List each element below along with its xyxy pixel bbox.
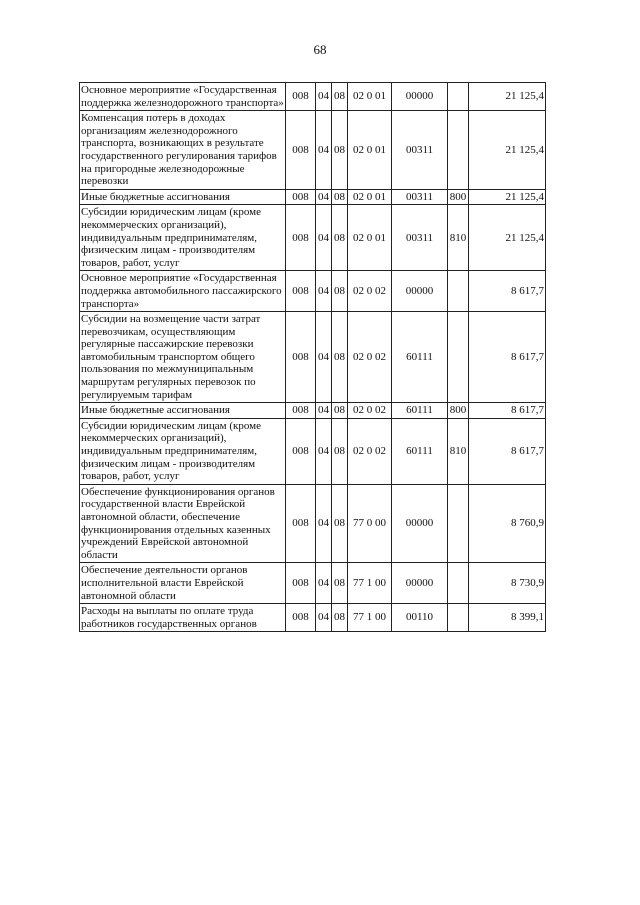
- table-row: [80, 563, 546, 604]
- row-name: Субсидии на возмещение части затрат перевозчикам, осуществляющим регулярные пассажирские перевозки автомобильным транспортом общего пользования по межмуниципальным маршрутам регулярных перевозок по регулируемым тарифам: [80, 312, 286, 403]
- amount-value: 21 125,4: [469, 83, 546, 111]
- subsection-code: 08: [332, 312, 348, 403]
- amount-value: 8 399,1: [469, 604, 546, 632]
- row-name: Субсидии юридическим лицам (кроме некоммерческих организаций), индивидуальным предпринимателям, физическим лицам - производителям товаров, работ, услуг: [80, 205, 286, 271]
- amount-value: 21 125,4: [469, 111, 546, 190]
- direction-code: 60111: [392, 312, 448, 403]
- program-code: 77 0 00: [348, 484, 392, 563]
- expense-type-code: [448, 563, 469, 604]
- table-row: [80, 111, 546, 190]
- ministry-code: 008: [286, 604, 316, 632]
- subsection-code: 08: [332, 484, 348, 563]
- table-row: [80, 189, 546, 205]
- ministry-code: 008: [286, 83, 316, 111]
- section-code: 04: [316, 271, 332, 312]
- expense-type-code: [448, 312, 469, 403]
- ministry-code: 008: [286, 205, 316, 271]
- program-code: 02 0 02: [348, 403, 392, 419]
- row-name: Расходы на выплаты по оплате труда работников государственных органов: [80, 604, 286, 632]
- direction-code: 00311: [392, 111, 448, 190]
- expense-type-code: 810: [448, 418, 469, 484]
- direction-code: 60111: [392, 418, 448, 484]
- expense-type-code: 800: [448, 403, 469, 419]
- amount-value: 8 617,7: [469, 418, 546, 484]
- direction-code: 00311: [392, 189, 448, 205]
- amount-value: 8 730,9: [469, 563, 546, 604]
- table-row: [80, 604, 546, 632]
- section-code: 04: [316, 418, 332, 484]
- page-number: 68: [313, 42, 327, 57]
- ministry-code: 008: [286, 563, 316, 604]
- row-name: Иные бюджетные ассигнования: [80, 403, 286, 419]
- amount-value: 8 760,9: [469, 484, 546, 563]
- amount-value: 21 125,4: [469, 189, 546, 205]
- expense-type-code: 810: [448, 205, 469, 271]
- section-code: 04: [316, 563, 332, 604]
- subsection-code: 08: [332, 111, 348, 190]
- direction-code: 00000: [392, 563, 448, 604]
- program-code: 02 0 02: [348, 312, 392, 403]
- row-name: Компенсация потерь в доходах организациям железнодорожного транспорта, возникающих в результате государственного регулирования тарифов на пригородные железнодорожные перевозки: [80, 111, 286, 190]
- table-row: [80, 418, 546, 484]
- expense-type-code: [448, 604, 469, 632]
- program-code: 02 0 02: [348, 271, 392, 312]
- ministry-code: 008: [286, 403, 316, 419]
- amount-value: 8 617,7: [469, 312, 546, 403]
- expense-type-code: [448, 484, 469, 563]
- program-code: 02 0 01: [348, 111, 392, 190]
- section-code: 04: [316, 312, 332, 403]
- subsection-code: 08: [332, 83, 348, 111]
- amount-value: 8 617,7: [469, 271, 546, 312]
- expense-type-code: [448, 83, 469, 111]
- ministry-code: 008: [286, 484, 316, 563]
- program-code: 02 0 02: [348, 418, 392, 484]
- ministry-code: 008: [286, 189, 316, 205]
- table-row: [80, 83, 546, 111]
- section-code: 04: [316, 205, 332, 271]
- row-name: Основное мероприятие «Государственная поддержка автомобильного пассажирского транспорта»: [80, 271, 286, 312]
- program-code: 77 1 00: [348, 563, 392, 604]
- section-code: 04: [316, 403, 332, 419]
- budget-table: [79, 82, 546, 632]
- direction-code: 00000: [392, 271, 448, 312]
- program-code: 77 1 00: [348, 604, 392, 632]
- amount-value: 8 617,7: [469, 403, 546, 419]
- section-code: 04: [316, 111, 332, 190]
- row-name: Обеспечение деятельности органов исполнительной власти Еврейской автономной области: [80, 563, 286, 604]
- ministry-code: 008: [286, 111, 316, 190]
- direction-code: 00000: [392, 83, 448, 111]
- subsection-code: 08: [332, 563, 348, 604]
- program-code: 02 0 01: [348, 189, 392, 205]
- row-name: Субсидии юридическим лицам (кроме некоммерческих организаций), индивидуальным предпринимателям, физическим лицам - производителям товаров, работ, услуг: [80, 418, 286, 484]
- program-code: 02 0 01: [348, 83, 392, 111]
- ministry-code: 008: [286, 271, 316, 312]
- subsection-code: 08: [332, 205, 348, 271]
- direction-code: 00110: [392, 604, 448, 632]
- row-name: Основное мероприятие «Государственная поддержка железнодорожного транспорта»: [80, 83, 286, 111]
- subsection-code: 08: [332, 403, 348, 419]
- amount-value: 21 125,4: [469, 205, 546, 271]
- table-row: [80, 484, 546, 563]
- program-code: 02 0 01: [348, 205, 392, 271]
- row-name: Иные бюджетные ассигнования: [80, 189, 286, 205]
- direction-code: 00000: [392, 484, 448, 563]
- subsection-code: 08: [332, 604, 348, 632]
- row-name: Обеспечение функционирования органов государственной власти Еврейской автономной области, обеспечение функционирования отдельных казенных учреждений Еврейской автономной области: [80, 484, 286, 563]
- table-row: [80, 312, 546, 403]
- subsection-code: 08: [332, 271, 348, 312]
- section-code: 04: [316, 484, 332, 563]
- table-row: [80, 271, 546, 312]
- expense-type-code: 800: [448, 189, 469, 205]
- table-row: [80, 403, 546, 419]
- subsection-code: 08: [332, 189, 348, 205]
- expense-type-code: [448, 271, 469, 312]
- direction-code: 00311: [392, 205, 448, 271]
- section-code: 04: [316, 604, 332, 632]
- expense-type-code: [448, 111, 469, 190]
- ministry-code: 008: [286, 418, 316, 484]
- section-code: 04: [316, 189, 332, 205]
- ministry-code: 008: [286, 312, 316, 403]
- subsection-code: 08: [332, 418, 348, 484]
- direction-code: 60111: [392, 403, 448, 419]
- section-code: 04: [316, 83, 332, 111]
- table-row: [80, 205, 546, 271]
